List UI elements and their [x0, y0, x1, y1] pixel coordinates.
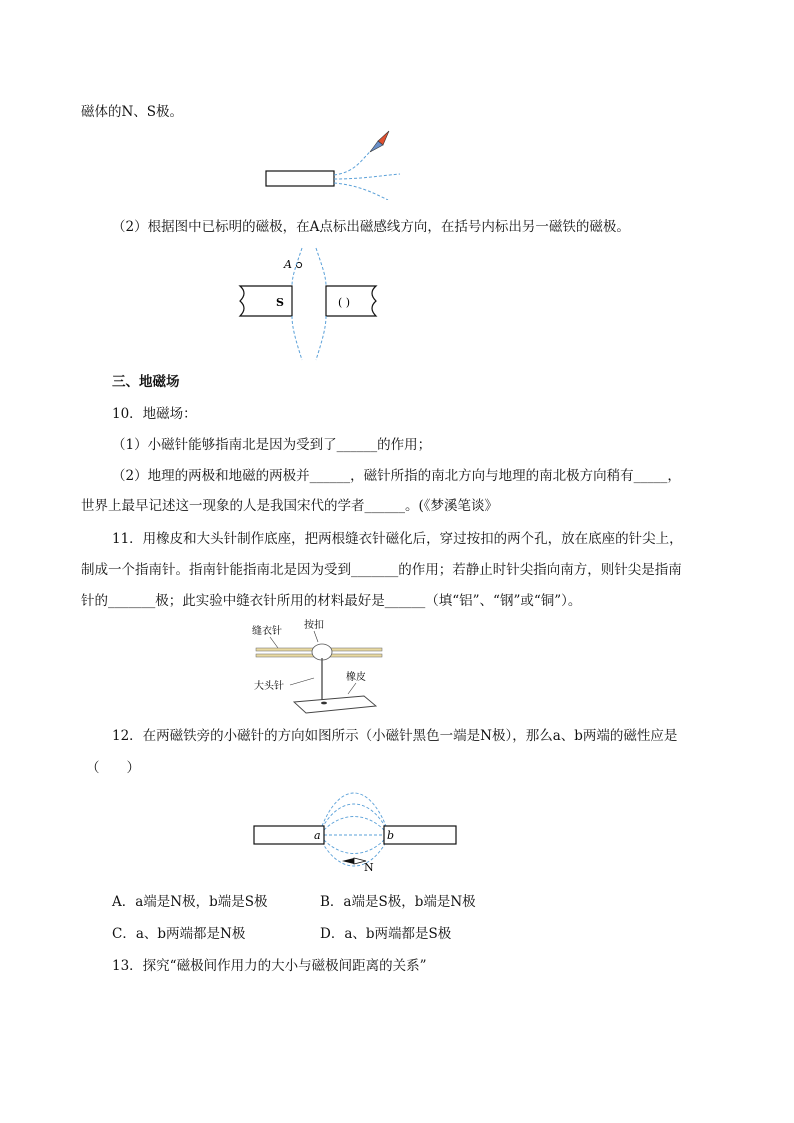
- question-11-line-2: 制成一个指南针。指南针能指南北是因为受到_______的作用；若静止时针尖指向南方，则针尖是指南: [81, 562, 682, 578]
- small-needle-north: [342, 858, 354, 864]
- field-line: [324, 817, 384, 831]
- question-13: 13．探究“磁极间作用力的大小与磁极间距离的关系”: [112, 958, 427, 974]
- button-snap: [312, 644, 332, 660]
- label-n: N: [364, 861, 374, 872]
- field-line: [334, 174, 400, 179]
- bar-magnet: [266, 171, 334, 186]
- figure-homemade-compass: [248, 614, 392, 716]
- field-line: [322, 793, 386, 826]
- option-c: C．a、b两端都是N极: [112, 926, 246, 942]
- label-b: b: [387, 829, 395, 842]
- field-line: [292, 316, 302, 360]
- field-line: [334, 183, 388, 200]
- eraser-base: [294, 696, 376, 713]
- pole-bracket: ( ): [338, 296, 351, 309]
- question-10-part-2: （2）地理的两极和地磁的两极并______，磁针所指的南北方向与地理的南北极方向稍有_____，: [112, 468, 681, 484]
- label-a: a: [314, 829, 321, 842]
- label-needle: 缝衣针: [252, 626, 282, 637]
- figure-facing-magnets: [250, 790, 462, 872]
- section-heading: 三、地磁场: [112, 374, 180, 390]
- point-a-label: A: [284, 258, 292, 271]
- question-11-line-3: 针的_______极；此实验中缝衣针所用的材料最好是______（填“铝”、“钢”或“铜”）。: [81, 593, 582, 609]
- option-d: D．a、b两端都是S极: [320, 926, 452, 942]
- pole-label-s: S: [276, 296, 284, 309]
- question-12-line-1: 12．在两磁铁旁的小磁针的方向如图所示（小磁针黑色一端是N极），那么a、b两端的磁性应是: [112, 728, 678, 744]
- option-b: B．a端是S极，b端是N极: [320, 894, 476, 910]
- figure-magnet-compass: [262, 128, 402, 200]
- label-pin: 大头针: [254, 681, 284, 692]
- field-line: [324, 840, 384, 854]
- question-10-part-1: （1）小磁针能够指南北是因为受到了______的作用；: [112, 437, 432, 453]
- question-12-bracket: （ ）: [86, 760, 140, 776]
- question-11-line-1: 11．用橡皮和大头针制作底座，把两根缝衣针磁化后，穿过按扣的两个孔，放在底座的针尖上，: [112, 531, 683, 547]
- label-button: 按扣: [304, 620, 324, 631]
- field-line: [316, 248, 326, 286]
- option-a: A．a端是N极，b端是S极: [112, 894, 268, 910]
- magnet-left: [240, 286, 292, 316]
- field-line: [316, 316, 326, 360]
- text-line-2: （2）根据图中已标明的磁极，在A点标出磁感线方向，在括号内标出另一磁铁的磁极。: [112, 219, 630, 235]
- question-10: 10．地磁场：: [112, 406, 197, 422]
- figure-two-magnets: [236, 246, 384, 362]
- field-line: [334, 148, 374, 175]
- text-line-1: 磁体的N、S极。: [81, 104, 184, 120]
- magnet-right: [326, 286, 376, 316]
- label-eraser: 橡皮: [346, 672, 366, 683]
- question-10-part-2-cont: 世界上最早记述这一现象的人是我国宋代的学者______。(《梦溪笔谈》: [81, 498, 499, 514]
- magnet-right: [384, 826, 456, 844]
